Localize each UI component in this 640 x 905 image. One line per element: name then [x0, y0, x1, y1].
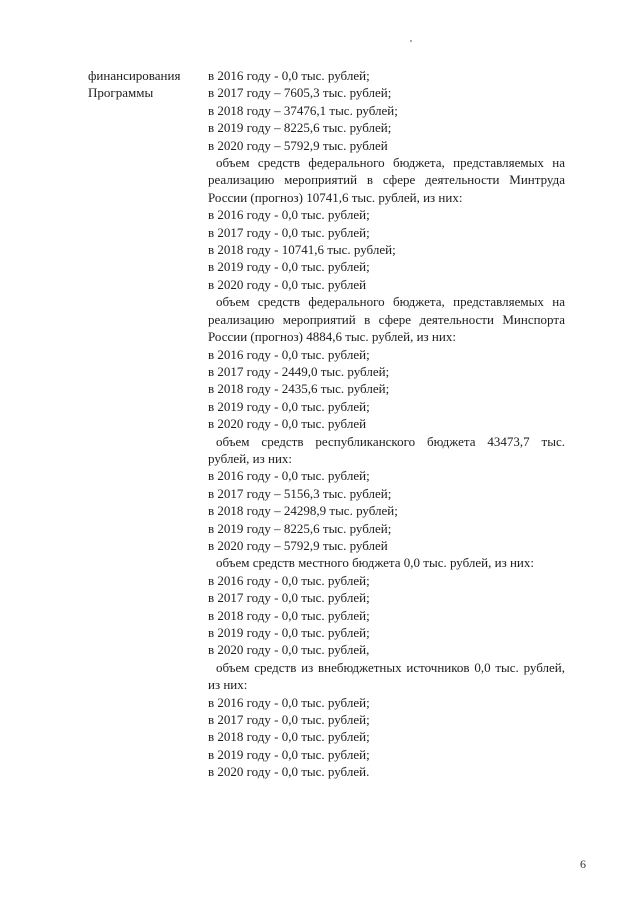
funding-source-paragraph: объем средств федерального бюджета, представляемых на реализацию мероприятий в сфере деятельности Минтруда России (прогноз) 10741,6 тыс. рублей, из них:	[208, 155, 565, 205]
year-amount-line: в 2017 году – 7605,3 тыс. рублей;	[208, 85, 392, 101]
financing-content-column	[208, 67, 565, 781]
funding-source-paragraph: объем средств республиканского бюджета 43473,7 тыс. рублей, из них:	[208, 433, 565, 466]
page-number: 6	[580, 857, 586, 871]
funding-source-paragraph: объем средств из внебюджетных источников 0,0 тыс. рублей, из них:	[208, 659, 565, 693]
year-amount-line: в 2019 году – 8225,6 тыс. рублей;	[208, 120, 392, 136]
funding-source-paragraph: объем средств федерального бюджета, представляемых на реализацию мероприятий в сфере деятельности Минспорта России (прогноз) 4884,6 тыс. рублей, из них:	[208, 294, 565, 345]
year-amount-line: в 2019 году - 0,0 тыс. рублей;	[208, 625, 370, 640]
year-amount-line: в 2017 году - 0,0 тыс. рублей;	[208, 712, 370, 728]
year-amount-line: в 2017 году - 0,0 тыс. рублей;	[208, 590, 370, 606]
year-amount-line: в 2016 году - 0,0 тыс. рублей;	[208, 346, 370, 362]
year-amount-line: в 2018 году - 10741,6 тыс. рублей;	[208, 242, 396, 258]
year-amount-line: в 2016 году - 0,0 тыс. рублей;	[208, 572, 370, 588]
year-amount-line: в 2018 году – 37476,1 тыс. рублей;	[208, 102, 398, 118]
year-amount-line: в 2017 году – 5156,3 тыс. рублей;	[208, 485, 392, 501]
year-amount-line: в 2017 году - 0,0 тыс. рублей;	[208, 224, 370, 240]
year-amount-line: в 2016 году - 0,0 тыс. рублей;	[208, 694, 370, 710]
row-label-line: финансирования	[88, 68, 181, 83]
year-amount-line: в 2018 году – 24298,9 тыс. рублей;	[208, 503, 398, 519]
year-amount-line: в 2020 году – 5792,9 тыс. рублей	[208, 537, 388, 553]
year-amount-line: в 2017 году - 2449,0 тыс. рублей;	[208, 363, 390, 379]
year-amount-line: в 2019 году - 0,0 тыс. рублей;	[208, 746, 370, 762]
year-amount-line: в 2019 году - 0,0 тыс. рублей;	[208, 259, 370, 275]
year-amount-line: в 2016 году - 0,0 тыс. рублей;	[208, 468, 370, 484]
year-amount-line: в 2016 году - 0,0 тыс. рублей;	[208, 207, 370, 223]
year-amount-line: в 2018 году - 0,0 тыс. рублей;	[208, 729, 370, 745]
year-amount-line: в 2020 году - 0,0 тыс. рублей.	[208, 764, 370, 780]
row-label-line: Программы	[88, 85, 154, 101]
year-amount-line: в 2019 году - 0,0 тыс. рублей;	[208, 398, 370, 414]
scan-speck	[410, 40, 412, 42]
row-label-column	[88, 67, 203, 102]
year-amount-line: в 2020 году - 0,0 тыс. рублей	[208, 416, 367, 432]
year-amount-line: в 2018 году - 0,0 тыс. рублей;	[208, 607, 370, 623]
year-amount-line: в 2016 году - 0,0 тыс. рублей;	[208, 68, 370, 83]
year-amount-line: в 2020 году – 5792,9 тыс. рублей	[208, 137, 388, 153]
year-amount-line: в 2018 году - 2435,6 тыс. рублей;	[208, 381, 390, 397]
year-amount-line: в 2019 году – 8225,6 тыс. рублей;	[208, 520, 392, 536]
funding-source-paragraph: объем средств местного бюджета 0,0 тыс. рублей, из них:	[216, 555, 535, 571]
year-amount-line: в 2020 году - 0,0 тыс. рублей,	[208, 642, 370, 658]
year-amount-line: в 2020 году - 0,0 тыс. рублей	[208, 276, 367, 292]
